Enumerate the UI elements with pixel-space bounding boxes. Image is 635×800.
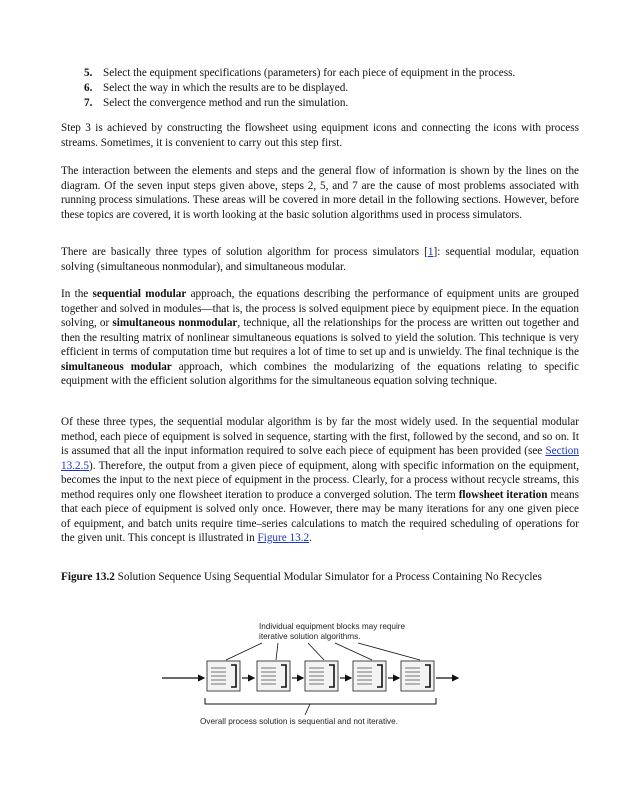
section-link[interactable]: Section 13.2.5 — [61, 445, 579, 472]
paragraph-interaction: The interaction between the elements and steps and the general flow of information is shown by the lines on the diagram. Of the seven input steps given above, steps 2, 5, and 7 are the cause of most problems associated with running process simulations. These areas will be covered in more detail in the following sections. However, before these topics are covered, it is worth looking at the basic solution algorithms used in process simulators. — [61, 165, 579, 221]
sequential-modular-diagram — [160, 618, 460, 730]
equipment-block-4 — [353, 661, 386, 691]
equipment-block-1 — [207, 661, 240, 691]
step-text: Select the equipment specifications (parameters) for each piece of equipment in the process. — [103, 67, 516, 79]
pointer-line — [276, 643, 278, 660]
paragraph-sequential-method: Of these three types, the sequential modular algorithm is by far the most widely used. In the sequential modular method, each piece of equipment is solved in sequence, starting with the first, followed by the second, and so on. It is assumed that all the input information required to solve each piece of equipment has been provided (see Section 13.2.5). Therefore, the output from a given piece of equipment, along with specific information on the equipment, becomes the input to the next piece of equipment in the process. Clearly, for a process without recycle streams, this method requires only one flowsheet iteration to produce a converged solution. The term flowsheet iteration means that each piece of equipment is solved only once. However, there may be many iterations for any one given piece of equipment, and batch units require time–series calculations to match the required scheduling of operations for the given unit. This concept is illustrated in Figure 13.2. — [61, 416, 579, 544]
term-simultaneous-modular: simultaneous modular — [61, 360, 172, 373]
step-number: 5. — [84, 67, 93, 79]
paragraph-algorithm-types: There are basically three types of solution algorithm for process simulators [1]: sequential modular, equation solving (simultaneous nonmodular), and simultaneous modular. — [61, 246, 579, 273]
term-sequential-modular: sequential modular — [92, 288, 187, 300]
pointer-line — [308, 643, 324, 660]
step-number: 6. — [84, 82, 93, 94]
figure-link[interactable]: Figure 13.2 — [257, 532, 310, 544]
diagram-bottom-note: Overall process solution is sequential and not iterative. — [200, 717, 398, 726]
step-text: Select the convergence method and run the simulation. — [103, 97, 349, 109]
list-item — [84, 66, 584, 81]
figure-caption — [61, 570, 579, 585]
term-flowsheet-iteration: flowsheet iteration — [458, 488, 548, 501]
figure-caption-text: Solution Sequence Using Sequential Modular Simulator for a Process Containing No Recycles — [114, 571, 542, 583]
reference-link[interactable]: 1 — [427, 246, 434, 258]
pointer-line — [226, 643, 262, 660]
paragraph-step3: Step 3 is achieved by constructing the flowsheet using equipment icons and connecting the icons with process streams. Sometimes, it is convenient to carry out this step first. — [61, 122, 579, 149]
figure-label: Figure 13.2 — [61, 571, 115, 583]
list-item — [84, 96, 584, 111]
pointer-line — [305, 704, 310, 715]
bottom-bracket — [205, 698, 436, 704]
steps-list — [84, 66, 584, 111]
paragraph-approaches: In the sequential modular approach, the equations describing the performance of equipment units are grouped together and solved in modules—that is, the process is solved equipment piece by equipment piece. In the equation solving, or simultaneous nonmodular, technique, all the relationships for the process are written out together and then the resulting matrix of nonlinear simultaneous equations is solved to yield the solution. This technique is very efficient in terms of computation time but requires a lot of time to set up and is unwieldy. The final technique is the simultaneous modular approach, which combines the modularizing of the equations relating to specific equipment with the efficient solution algorithms for the simultaneous equation solving technique. — [61, 288, 580, 387]
equipment-block-2 — [257, 661, 290, 691]
diagram-top-note-line2: iterative solution algorithms. — [259, 632, 361, 641]
equipment-block-5 — [401, 661, 434, 691]
diagram-top-note-line1: Individual equipment blocks may require — [259, 622, 406, 631]
term-simultaneous-nonmodular: simultaneous nonmodular — [112, 317, 238, 329]
equipment-block-3 — [305, 661, 338, 691]
list-item — [84, 81, 584, 96]
step-number: 7. — [84, 97, 93, 109]
step-text: Select the way in which the results are to be displayed. — [103, 82, 349, 94]
